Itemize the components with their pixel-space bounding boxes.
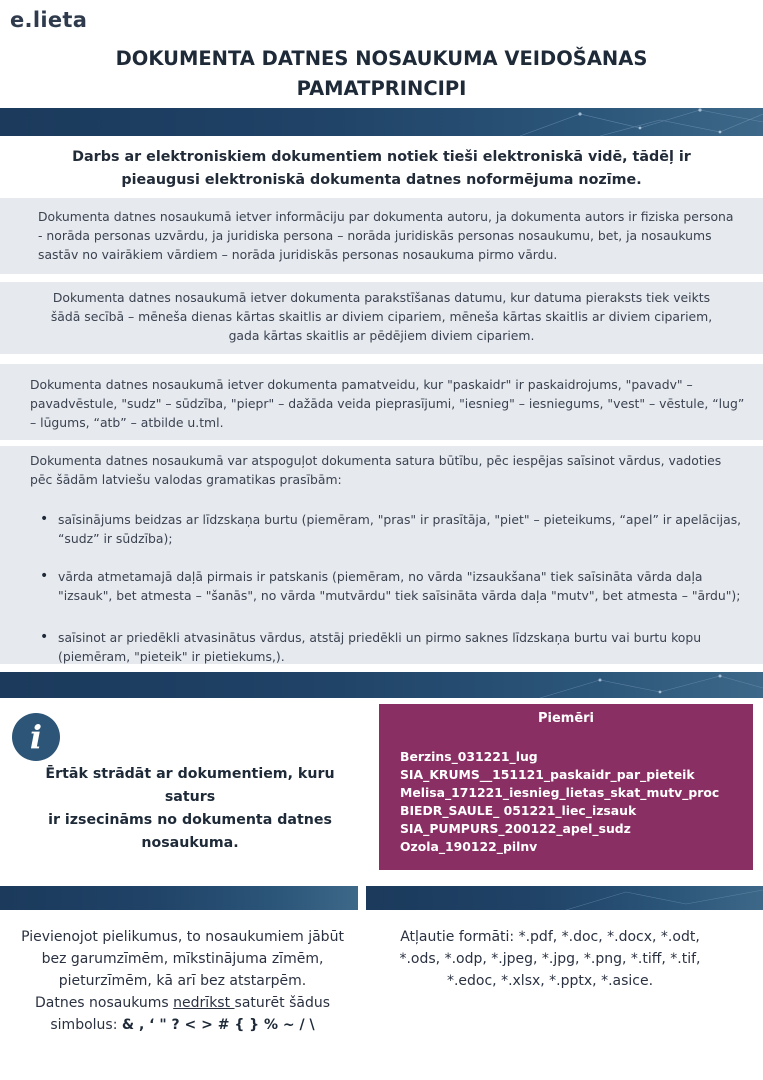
rule-text: Datnes nosaukums xyxy=(34,995,174,1011)
examples-title: Piemēri xyxy=(537,711,595,726)
header-band xyxy=(0,108,763,136)
example-item: Melisa_171221_iesnieg_lietas_skat_mutv_proc xyxy=(400,785,720,800)
text-line: • saīsinot ar priedēkli atvasinātus vārdus, atstāj priedēkli un pirmo saknes līdzskaņa burtu vai burtu kopu xyxy=(58,630,702,645)
text-line: pēc šādām latviešu valodas gramatikas prasībām: xyxy=(30,472,342,487)
text-line: • vārda atmetamajā daļā pirmais ir patskanis (piemēram, no vārda "izsaukšana" tiek saīsināta vārda daļa xyxy=(58,569,703,584)
section-content xyxy=(0,446,763,664)
section-text xyxy=(38,207,749,264)
text-line: gada kārtas skaitlis ar pēdējiem diviem cipariem. xyxy=(228,328,535,343)
page-title xyxy=(40,44,723,104)
allowed-formats xyxy=(380,926,720,992)
section-date xyxy=(0,282,763,354)
symbols-line xyxy=(10,1014,355,1036)
tip-text xyxy=(30,763,350,855)
list-item xyxy=(40,510,749,548)
rule-emphasis: nedrīkst xyxy=(173,995,235,1011)
examples-box xyxy=(379,704,753,870)
text-line: Dokumenta datnes nosaukumā var atspoguļot dokumenta satura būtību, pēc iespējas saīsinot vārdus, vadoties xyxy=(30,453,722,468)
section-text xyxy=(0,288,763,345)
text-line: "izsauk", bet atmesta – "šanās", no vārda "mutvārdu" tiek saīsināta vārda daļa "mutv", bet atmesta – "ārdu"); xyxy=(58,588,741,603)
tip-line: nosaukuma. xyxy=(141,835,239,851)
example-item: BIEDR_SAULE_ 051221_liec_izsauk xyxy=(400,803,637,818)
text-line: • saīsinājums beidzas ar līdzskaņa burtu (piemēram, "pras" ir prasītāja, "piet" – pieteikums, “apel” ir apelācijas, xyxy=(58,512,742,527)
intro-line: Darbs ar elektroniskiem dokumentiem notiek tieši elektroniskā vidē, tādēļ ir xyxy=(72,149,691,165)
section-type xyxy=(0,364,763,440)
text-line: *.ods, *.odp, *.jpeg, *.jpg, *.png, *.tiff, *.tif, xyxy=(399,951,701,967)
text-line: sastāv no vairākiem vārdiem – norāda juridiskās personas nosaukuma pirmo vārdu. xyxy=(38,247,558,262)
rule-text: saturēt šādus xyxy=(234,995,331,1011)
text-line: *.edoc, *.xlsx, *.pptx, *.asice. xyxy=(446,973,654,989)
example-item: SIA_KRUMS__151121_paskaidr_par_pieteik xyxy=(400,767,695,782)
network-decoration xyxy=(0,672,763,698)
forbidden-symbols: & , ‘ " ? < > # { } % ~ / \ xyxy=(121,1017,315,1033)
text-line: (piemēram, "pieteik" ir pietiekums,). xyxy=(58,649,285,664)
text-line: pieturzīmēm, kā arī bez atstarpēm. xyxy=(58,973,307,989)
text-line: pavadvēstule, "sudz" – sūdzība, "piepr" – dažāda veida pieprasījumi, "iesnieg" – iesniegums, "vest" – vēstule, “lug” xyxy=(30,396,745,411)
list-item xyxy=(40,628,749,666)
info-icon: i xyxy=(12,713,60,761)
tip-line: Ērtāk strādāt ar dokumentiem, kuru saturs xyxy=(45,766,335,805)
text-line: Pievienojot pielikumus, to nosaukumiem jābūt xyxy=(21,929,344,945)
text-line: šādā secībā – mēneša dienas kārtas skaitlis ar diviem cipariem, mēneša kārtas skaitlis ar diviem cipariem, xyxy=(50,309,713,324)
title-line: DOKUMENTA DATNES NOSAUKUMA VEIDOŠANAS xyxy=(115,47,648,70)
elieta-logo: e.lieta xyxy=(10,8,88,32)
text-line: bez garumzīmēm, mīkstinājuma zīmēm, xyxy=(41,951,324,967)
text-line: - norāda personas uzvārdu, ja juridiska persona – norāda juridiskās personas nosaukumu, bet, ja nosaukums xyxy=(38,228,712,243)
examples-list xyxy=(400,748,719,856)
bottom-band-right xyxy=(366,886,763,910)
text-line: Dokumenta datnes nosaukumā ietver dokumenta parakstīšanas datumu, kur datuma pieraksts tiek veikts xyxy=(52,290,711,305)
network-decoration xyxy=(366,886,763,910)
example-item: SIA_PUMPURS_200122_apel_sudz xyxy=(400,821,631,836)
text-line: “sudz” ir sūdzība); xyxy=(58,531,173,546)
title-line: PAMATPRINCIPI xyxy=(296,77,467,100)
middle-band xyxy=(0,672,763,698)
network-decoration xyxy=(0,108,763,136)
intro-line: pieaugusi elektroniskā dokumenta datnes noformējuma nozīme. xyxy=(121,172,642,188)
section-author xyxy=(0,198,763,274)
text-line: – lūgums, “atb” – atbilde u.tml. xyxy=(30,415,224,430)
bottom-band-left xyxy=(0,886,358,910)
forbidden-rule-line xyxy=(10,992,355,1014)
text-line: Dokumenta datnes nosaukumā ietver dokumenta pamatveidu, kur "paskaidr" ir paskaidrojums, "pavadv" – xyxy=(30,377,693,392)
list-item xyxy=(40,567,749,605)
tip-line: ir izsecināms no dokumenta datnes xyxy=(48,812,332,828)
text-line: Dokumenta datnes nosaukumā ietver informāciju par dokumenta autoru, ja dokumenta autors ir fiziska persona xyxy=(38,209,734,224)
text-line: Atļautie formāti: *.pdf, *.doc, *.docx, *.odt, xyxy=(400,929,700,945)
intro-text xyxy=(60,146,703,192)
section-text xyxy=(30,375,749,432)
attachment-rules xyxy=(10,926,355,1036)
example-item: Ozola_190122_pilnv xyxy=(400,839,538,854)
symbols-label: simbolus: xyxy=(50,1017,122,1033)
example-item: Berzins_031221_lug xyxy=(400,749,538,764)
section-text xyxy=(30,451,749,489)
